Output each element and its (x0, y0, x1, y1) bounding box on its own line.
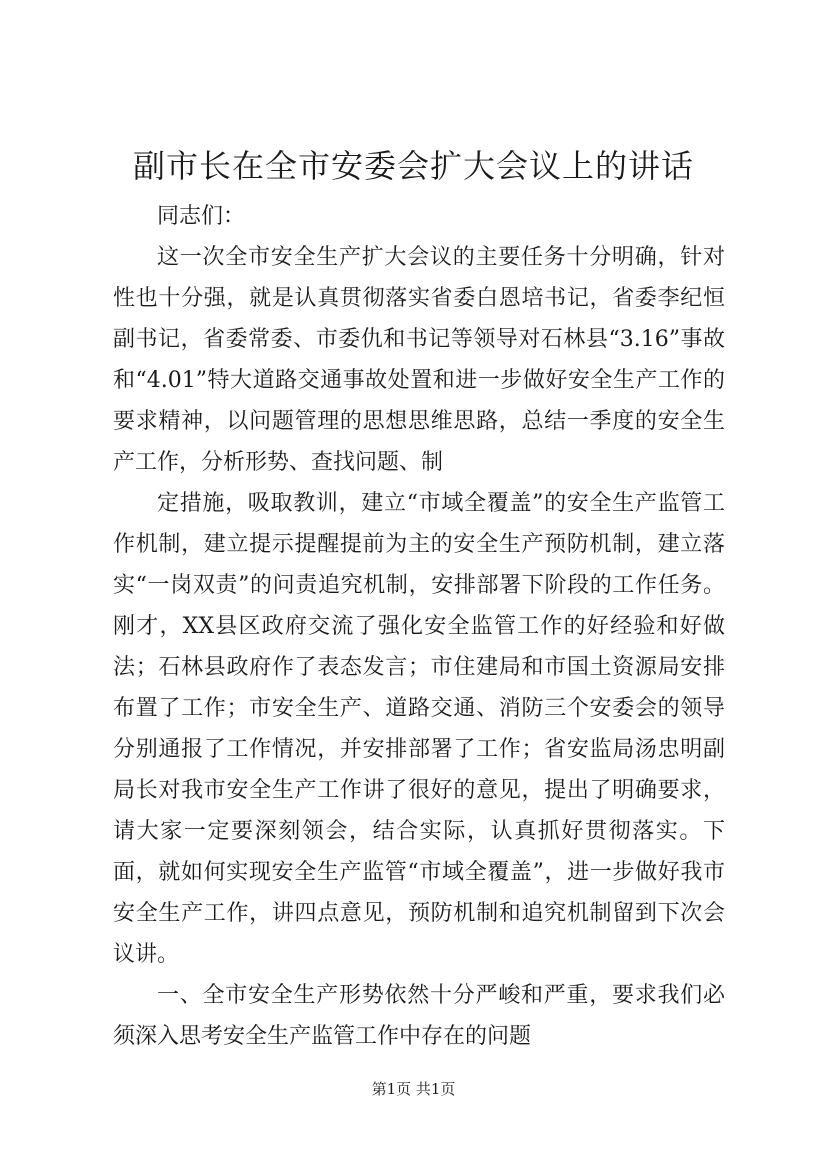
greeting: 同志们： (157, 204, 246, 229)
document-title: 副市长在全市安委会扩大会议上的讲话 (132, 147, 694, 185)
paragraph-3-section-heading: 一、全市安全生产形势依然十分严峻和严重，要求我们必须深入思考安全生产监管工作中存在的问题 (113, 983, 725, 1049)
page-number-footer: 第1页 共1页 (371, 1080, 456, 1098)
paragraph-2: 定措施，吸取教训，建立“市域全覆盖”的安全生产监管工作机制，建立提示提醒提前为主的安全生产预防机制，建立落实“一岗双责”的问责追究机制，安排部署下阶段的工作任务。刚才，XX县区政府交流了强化安全监管工作的好经验和好做法；石林县政府作了表态发言；市住建局和市国土资源局安排布置了工作；市安全生产、道路交通、消防三个安委会的领导分别通报了工作情况，并安排部署了工作；省安监局汤忠明副局长对我市安全生产工作讲了很好的意见，提出了明确要求，请大家一定要深刻领会，结合实际，认真抓好贯彻落实。下面，就如何实现安全生产监管“市域全覆盖”，进一步做好我市安全生产工作，讲四点意见，预防机制和追究机制留到下次会议讲。 (113, 491, 725, 967)
document-body (113, 196, 725, 1057)
paragraph-1: 这一次全市安全生产扩大会议的主要任务十分明确，针对性也十分强，就是认真贯彻落实省委白恩培书记，省委李纪恒副书记，省委常委、市委仇和书记等领导对石林县“3.16”事故和“4.01”特大道路交通事故处置和进一步做好安全生产工作的要求精神，以问题管理的思想思维思路，总结一季度的安全生产工作，分析形势、查找问题、制 (113, 245, 725, 475)
